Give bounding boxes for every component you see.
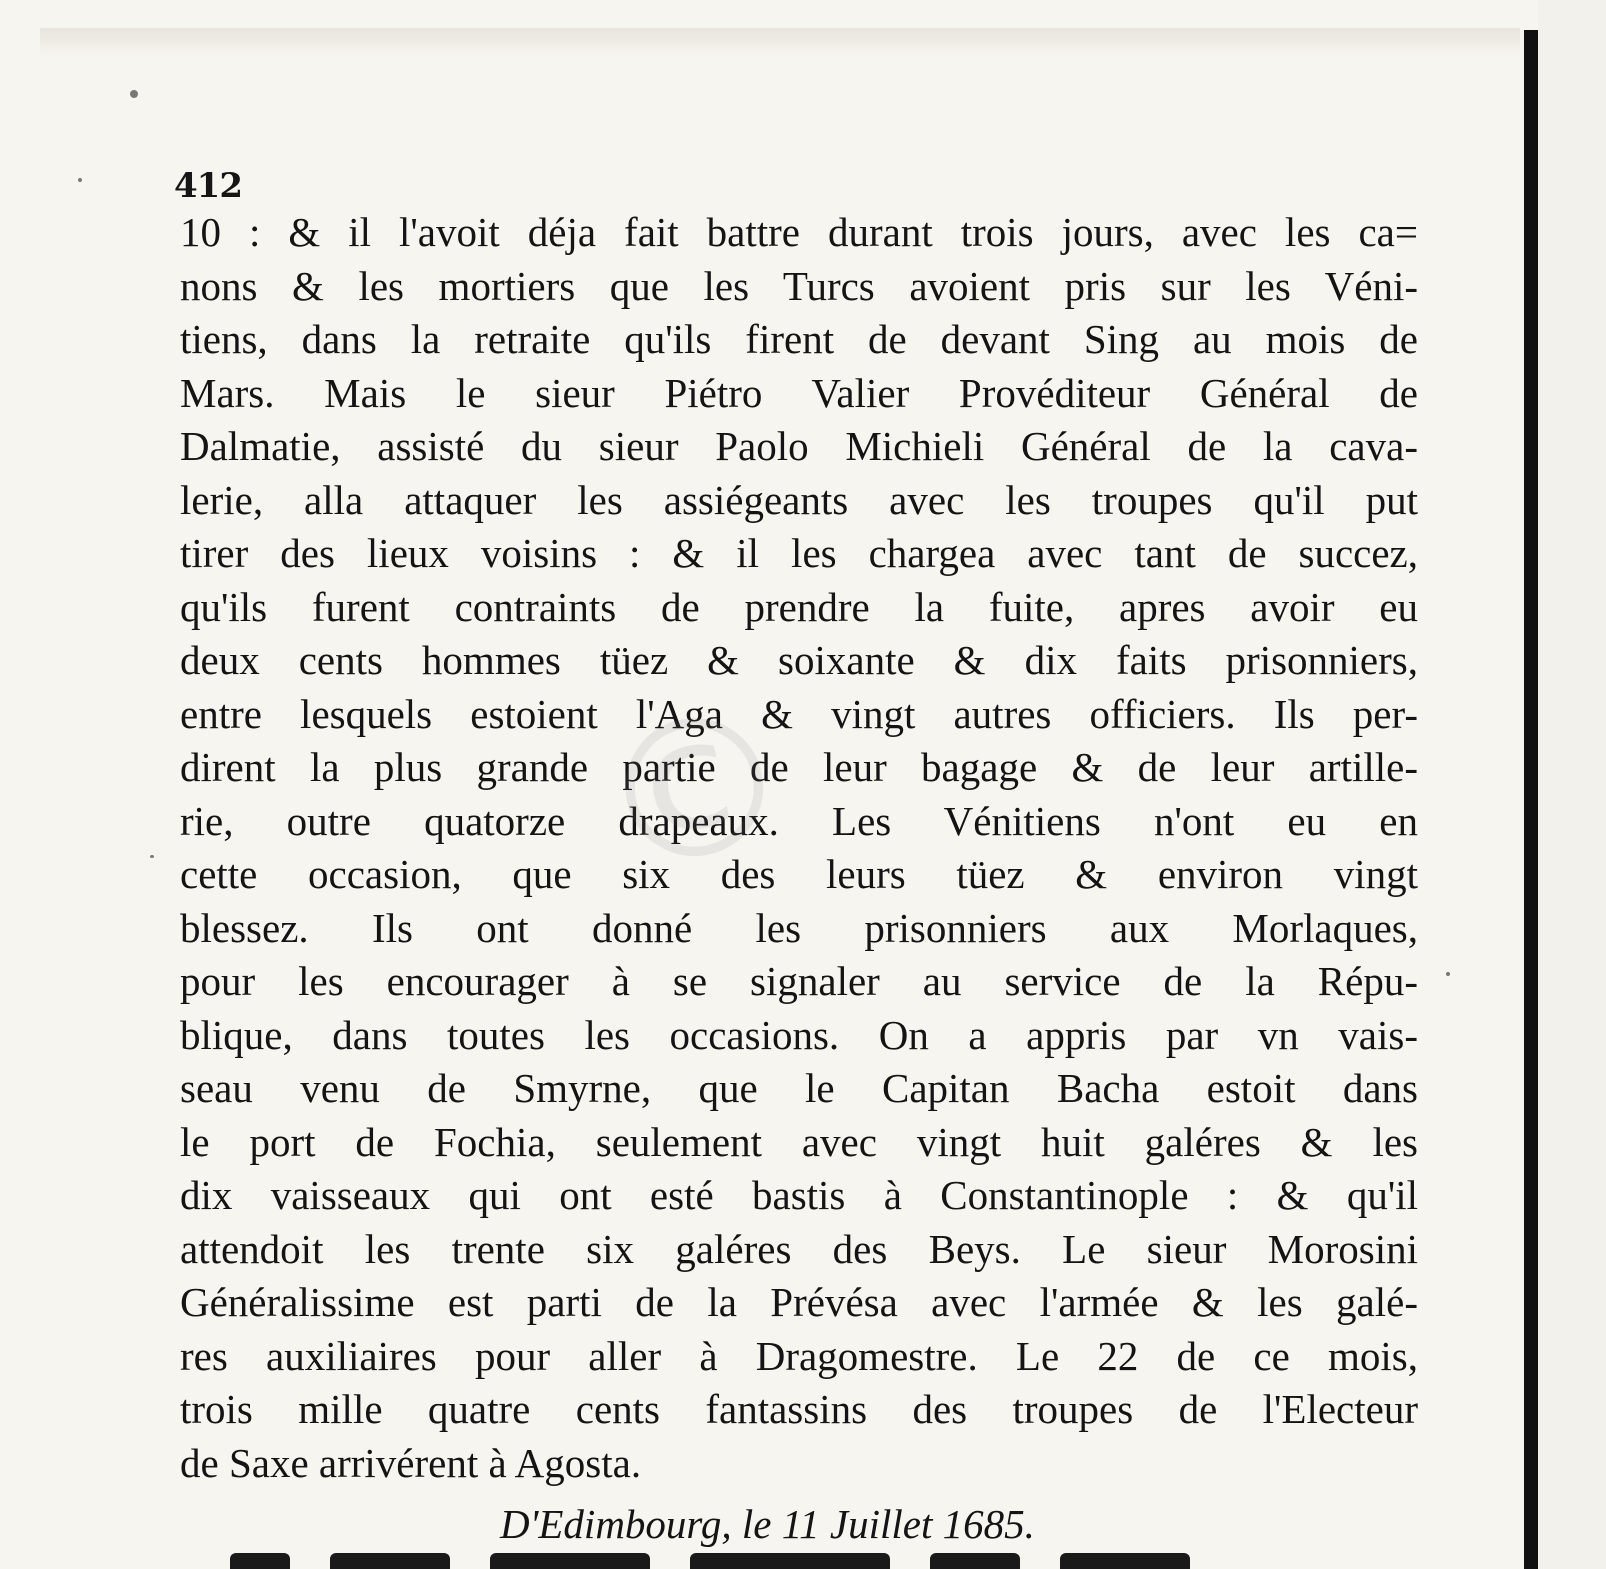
text-line: tiens, dans la retraite qu'ils firent de devant Sing au mois de	[180, 316, 1418, 362]
scan-speck	[150, 855, 154, 858]
text-line: deux cents hommes tüez & soixante & dix faits prisonniers,	[180, 637, 1418, 683]
text-line: dirent la plus grande partie de leur bagage & de leur artille-	[180, 744, 1418, 790]
text-line: attendoit les trente six galéres des Beys. Le sieur Morosini	[180, 1225, 1418, 1272]
scan-speck	[130, 90, 138, 98]
faint-watermark: ©	[579, 662, 811, 919]
text-line: nons & les mortiers que les Turcs avoient pris sur les Véni-	[180, 262, 1418, 309]
dateline-heading: D'Edimbourg, le 11 Juillet 1685.	[500, 1501, 1035, 1547]
cut-off-next-line	[230, 1553, 1410, 1569]
text-line: cette occasion, que six des leurs tüez & environ vingt	[180, 851, 1418, 897]
text-line: pour les encourager à se signaler au service de la Répu-	[180, 958, 1418, 1004]
text-line: seau venu de Smyrne, que le Capitan Bacha estoit dans	[180, 1065, 1418, 1111]
text-line: le port de Fochia, seulement avec vingt huit galéres & les	[180, 1118, 1418, 1165]
right-margin	[1538, 0, 1606, 1569]
text-line: Mars. Mais le sieur Piétro Valier Provéditeur Général de	[180, 369, 1418, 416]
scan-top-edge	[40, 28, 1520, 56]
scan-speck	[78, 178, 82, 182]
text-line: de Saxe arrivérent à Agosta.	[180, 1439, 642, 1486]
text-line: blessez. Ils ont donné les prisonniers aux Morlaques,	[180, 904, 1418, 951]
body-text	[180, 206, 1418, 1490]
scan-speck	[1446, 972, 1450, 976]
text-line: dix vaisseaux qui ont esté bastis à Constantinople : & qu'il	[180, 1172, 1418, 1218]
text-line: trois mille quatre cents fantassins des troupes de l'Electeur	[180, 1386, 1418, 1432]
text-line: qu'ils furent contraints de prendre la fuite, apres avoir eu	[180, 583, 1418, 630]
text-line: 10 : & il l'avoit déja fait battre durant trois jours, avec les ca=	[180, 209, 1418, 255]
text-line: lerie, alla attaquer les assiégeants avec les troupes qu'il put	[180, 476, 1418, 523]
text-line: rie, outre quatorze drapeaux. Les Vénitiens n'ont eu en	[180, 797, 1418, 844]
text-line: blique, dans toutes les occasions. On a appris par vn vais-	[180, 1011, 1418, 1058]
text-line: res auxiliaires pour aller à Dragomestre. Le 22 de ce mois,	[180, 1332, 1418, 1379]
page-number: 412	[174, 166, 242, 206]
text-line: Généralissime est parti de la Prévésa avec l'armée & les galé-	[180, 1279, 1418, 1325]
text-line: entre lesquels estoient l'Aga & vingt autres officiers. Ils per-	[180, 690, 1418, 737]
text-line: tirer des lieux voisins : & il les chargea avec tant de succez,	[180, 530, 1418, 576]
binding-edge-rule	[1524, 30, 1538, 1569]
text-line: Dalmatie, assisté du sieur Paolo Michieli Général de la cava-	[180, 423, 1418, 469]
